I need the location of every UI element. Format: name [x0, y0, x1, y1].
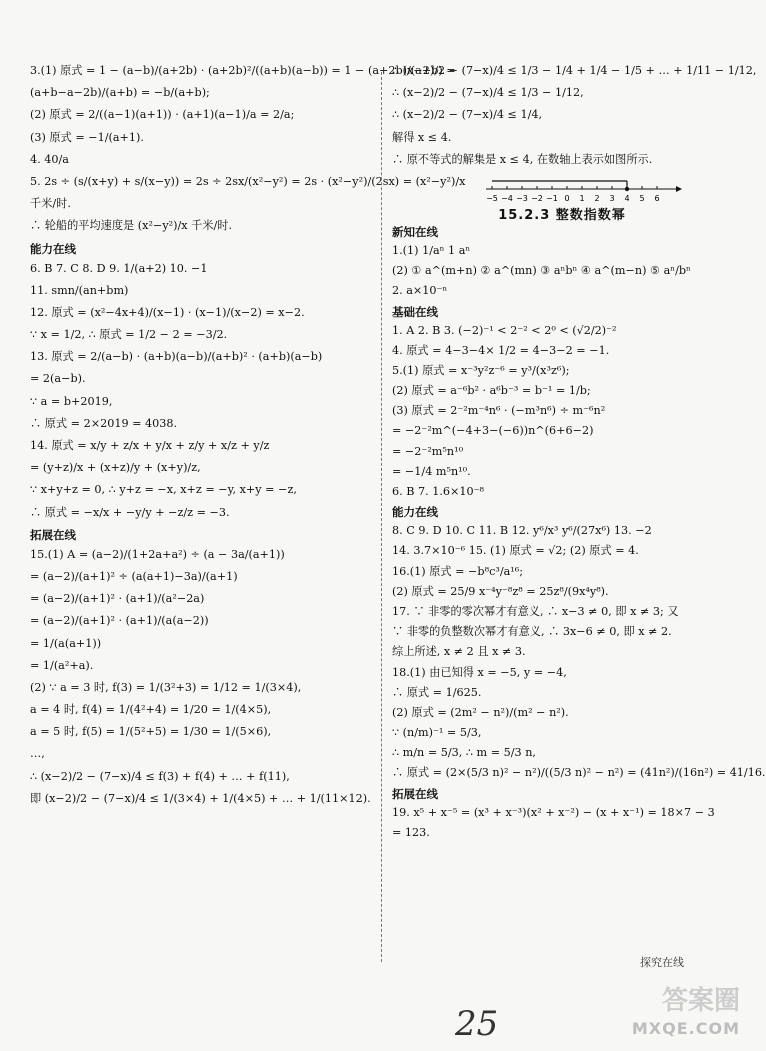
number-line-tick-label: 5	[639, 193, 645, 203]
answer-line: a = 5 时, f(5) = 1/(5²+5) = 1/30 = 1/(5×6),	[30, 725, 272, 739]
answer-line: ∵ a = b+2019,	[30, 394, 113, 408]
answer-line: 4. 原式 = 4−3−4× 1/2 = 4−3−2 = −1.	[392, 343, 610, 357]
answer-line: 19. x⁵ + x⁻⁵ = (x³ + x⁻³)(x² + x⁻²) − (x + x⁻¹) = 18×7 − 3	[392, 805, 715, 819]
answer-line: 6. B 7. 1.6×10⁻⁸	[392, 485, 485, 498]
answer-line: 6. B 7. C 8. D 9. 1/(a+2) 10. −1	[30, 261, 208, 275]
section-heading: 能力在线	[30, 241, 76, 256]
handwritten-page-number: 25	[455, 1004, 499, 1044]
column-divider	[381, 72, 382, 962]
number-line-tick-label: 4	[624, 193, 630, 203]
answer-line: 11. smn/(an+bm)	[30, 283, 129, 297]
answer-line: ∴ 原式 = 1/625.	[392, 685, 482, 699]
answer-line: = −2⁻²m⁵n¹⁰	[392, 444, 464, 458]
answer-line: ∴ (x−2)/2 − (7−x)/4 ≤ 1/3 − 1/12,	[392, 86, 584, 100]
answer-line: ∵ 非零的负整数次幂才有意义, ∴ 3x−6 ≠ 0, 即 x ≠ 2.	[392, 625, 672, 639]
answer-line: 17. ∵ 非零的零次幂才有意义, ∴ x−3 ≠ 0, 即 x ≠ 3; 又	[392, 604, 679, 618]
answer-line: = 123.	[392, 825, 430, 839]
answer-line: ∴ 原不等式的解集是 x ≤ 4, 在数轴上表示如图所示.	[392, 152, 653, 166]
number-line-arrow	[676, 186, 682, 192]
answer-line: (2) ① a^(m+n) ② a^(mn) ③ aⁿbⁿ ④ a^(m−n) ⑤ aⁿ/bⁿ	[392, 264, 691, 278]
watermark-line1: 答案圈	[661, 986, 740, 1016]
answer-line: 1. A 2. B 3. (−2)⁻¹ < 2⁻² < 2⁰ < (√2/2)⁻²	[392, 323, 617, 337]
watermark-logo	[632, 987, 740, 1043]
section-heading: 新知在线	[392, 224, 438, 239]
answer-line: 18.(1) 由已知得 x = −5, y = −4,	[392, 665, 567, 679]
section-heading: 能力在线	[392, 505, 438, 520]
answer-line: 5.(1) 原式 = x⁻³y²z⁻⁶ = y³/(x³z⁶);	[392, 363, 570, 377]
section-heading: 基础在线	[392, 304, 438, 319]
solution-point	[625, 187, 629, 191]
number-line-diagram	[482, 177, 682, 207]
answer-line: (2) 原式 = a⁻⁶b² · a⁶b⁻³ = b⁻¹ = 1/b;	[392, 384, 591, 398]
answer-line: = 2(a−b).	[30, 372, 86, 386]
number-line-tick-label: −1	[546, 193, 558, 203]
section-heading: 拓展在线	[30, 527, 76, 542]
answer-line: a = 4 时, f(4) = 1/(4²+4) = 1/20 = 1/(4×5),	[30, 703, 272, 717]
answer-line: = (y+z)/x + (x+z)/y + (x+y)/z,	[30, 461, 201, 475]
answer-line: ∴ 轮船的平均速度是 (x²−y²)/x 千米/时.	[30, 219, 233, 233]
number-line-tick-label: −4	[501, 193, 513, 203]
number-line-tick-label: −3	[516, 193, 528, 203]
number-line-tick-label: −5	[486, 193, 498, 203]
answer-line: = (a−2)/(a+1)² · (a+1)/(a²−2a)	[30, 592, 205, 606]
answer-line: = −1/4 m⁵n¹⁰.	[392, 464, 471, 478]
answer-line: 即 (x−2)/2 − (7−x)/4 ≤ 1/(3×4) + 1/(4×5) + … + 1/(11×12).	[30, 791, 371, 805]
answer-line: = (a−2)/(a+1)² ÷ (a(a+1)−3a)/(a+1)	[30, 569, 238, 583]
answer-line: (2) 原式 = 25/9 x⁻⁴y⁻⁸z⁸ = 25z⁸/(9x⁴y⁸).	[392, 584, 609, 598]
answer-line: 16.(1) 原式 = −b⁸c³/a¹⁶;	[392, 564, 524, 578]
right-column	[392, 64, 766, 846]
answer-line: 1.(1) 1/aⁿ 1 aⁿ	[392, 243, 471, 257]
answer-line: 15.(1) A = (a−2)/(1+2a+a²) ÷ (a − 3a/(a+1))	[30, 547, 285, 561]
answer-line: 14. 3.7×10⁻⁶ 15. (1) 原式 = √2; (2) 原式 = 4.	[392, 544, 639, 558]
answer-line: …,	[30, 747, 45, 761]
answer-line: (3) 原式 = −1/(a+1).	[30, 130, 144, 144]
answer-line: = −2⁻²m^(−4+3−(−6))n^(6+6−2)	[392, 424, 594, 438]
answer-line: 5. 2s ÷ (s/(x+y) + s/(x−y)) = 2s ÷ 2sx/(x²−y²) = 2s · (x²−y²)/(2sx) = (x²−y²)/x	[30, 174, 466, 188]
answer-line: 14. 原式 = x/y + z/x + y/x + z/y + x/z + y/z	[30, 439, 270, 452]
chapter-title: 15.2.3 整数指数幂	[498, 207, 626, 223]
answer-line: ∴ 原式 = (2×(5/3 n)² − n²)/((5/3 n)² − n²) = (41n²)/(16n²) = 41/16.	[392, 766, 766, 780]
number-line-tick-label: 1	[579, 193, 585, 203]
answer-line: (2) ∵ a = 3 时, f(3) = 1/(3²+3) = 1/12 = 1/(3×4),	[30, 680, 302, 694]
answer-line: ∴ 原式 = −x/x + −y/y + −z/z = −3.	[30, 505, 230, 519]
answer-line: ∴ m/n = 5/3, ∴ m = 5/3 n,	[392, 746, 536, 760]
answer-line: (2) 原式 = (2m² − n²)/(m² − n²).	[392, 705, 569, 719]
answer-line: (a+b−a−2b)/(a+b) = −b/(a+b);	[30, 86, 210, 100]
watermark-line2: MXQE.COM	[631, 1019, 740, 1038]
answer-line: = (a−2)/(a+1)² · (a+1)/(a(a−2))	[30, 614, 209, 628]
answer-line: 13. 原式 = 2/(a−b) · (a+b)(a−b)/(a+b)² · (a+b)(a−b)	[30, 350, 323, 364]
number-line-tick-label: 6	[654, 193, 660, 203]
answer-line: ∵ (n/m)⁻¹ = 5/3,	[392, 726, 482, 740]
answer-line: 8. C 9. D 10. C 11. B 12. y⁶/x³ y⁶/(27x⁶) 13. −2	[392, 524, 652, 538]
answer-line: ∵ x = 1/2, ∴ 原式 = 1/2 − 2 = −3/2.	[30, 328, 228, 342]
answer-line: ∴ (x−2)/2 − (7−x)/4 ≤ 1/3 − 1/4 + 1/4 − 1/5 + … + 1/11 − 1/12,	[392, 64, 757, 77]
answer-line: 千米/时.	[30, 197, 71, 211]
section-heading: 拓展在线	[392, 786, 438, 801]
answer-line: 12. 原式 = (x²−4x+4)/(x−1) · (x−1)/(x−2) = x−2.	[30, 305, 305, 319]
answer-line: = 1/(a²+a).	[30, 658, 94, 672]
number-line-tick-label: 3	[609, 193, 615, 203]
answer-line: ∵ x+y+z = 0, ∴ y+z = −x, x+z = −y, x+y = −z,	[30, 483, 297, 497]
answer-line: ∴ (x−2)/2 − (7−x)/4 ≤ f(3) + f(4) + … + f(11),	[30, 769, 290, 783]
footer-label: 探究在线	[640, 956, 684, 969]
answer-line: 4. 40/a	[30, 152, 69, 166]
answer-line: (3) 原式 = 2⁻²m⁻⁴n⁶ · (−m³n⁶) ÷ m⁻⁶n²	[392, 404, 606, 418]
answer-line: = 1/(a(a+1))	[30, 636, 102, 650]
answer-line: ∴ (x−2)/2 − (7−x)/4 ≤ 1/4,	[392, 108, 543, 122]
answer-line: 解得 x ≤ 4.	[392, 130, 452, 144]
answer-line: 综上所述, x ≠ 2 且 x ≠ 3.	[392, 645, 526, 659]
answer-line: 2. a×10⁻ⁿ	[392, 284, 448, 298]
right-column-top	[392, 64, 757, 175]
answer-line: 3.(1) 原式 = 1 − (a−b)/(a+2b) · (a+2b)²/((a+b)(a−b)) = 1 − (a+2b)/(a+b) =	[30, 64, 456, 77]
answer-line: ∴ 原式 = 2×2019 = 4038.	[30, 416, 178, 430]
number-line-tick-label: −2	[531, 193, 543, 203]
number-line-tick-label: 0	[564, 193, 570, 203]
right-column-main	[392, 224, 766, 846]
number-line-tick-label: 2	[594, 193, 600, 203]
answer-line: (2) 原式 = 2/((a−1)(a+1)) · (a+1)(a−1)/a = 2/a;	[30, 108, 295, 122]
